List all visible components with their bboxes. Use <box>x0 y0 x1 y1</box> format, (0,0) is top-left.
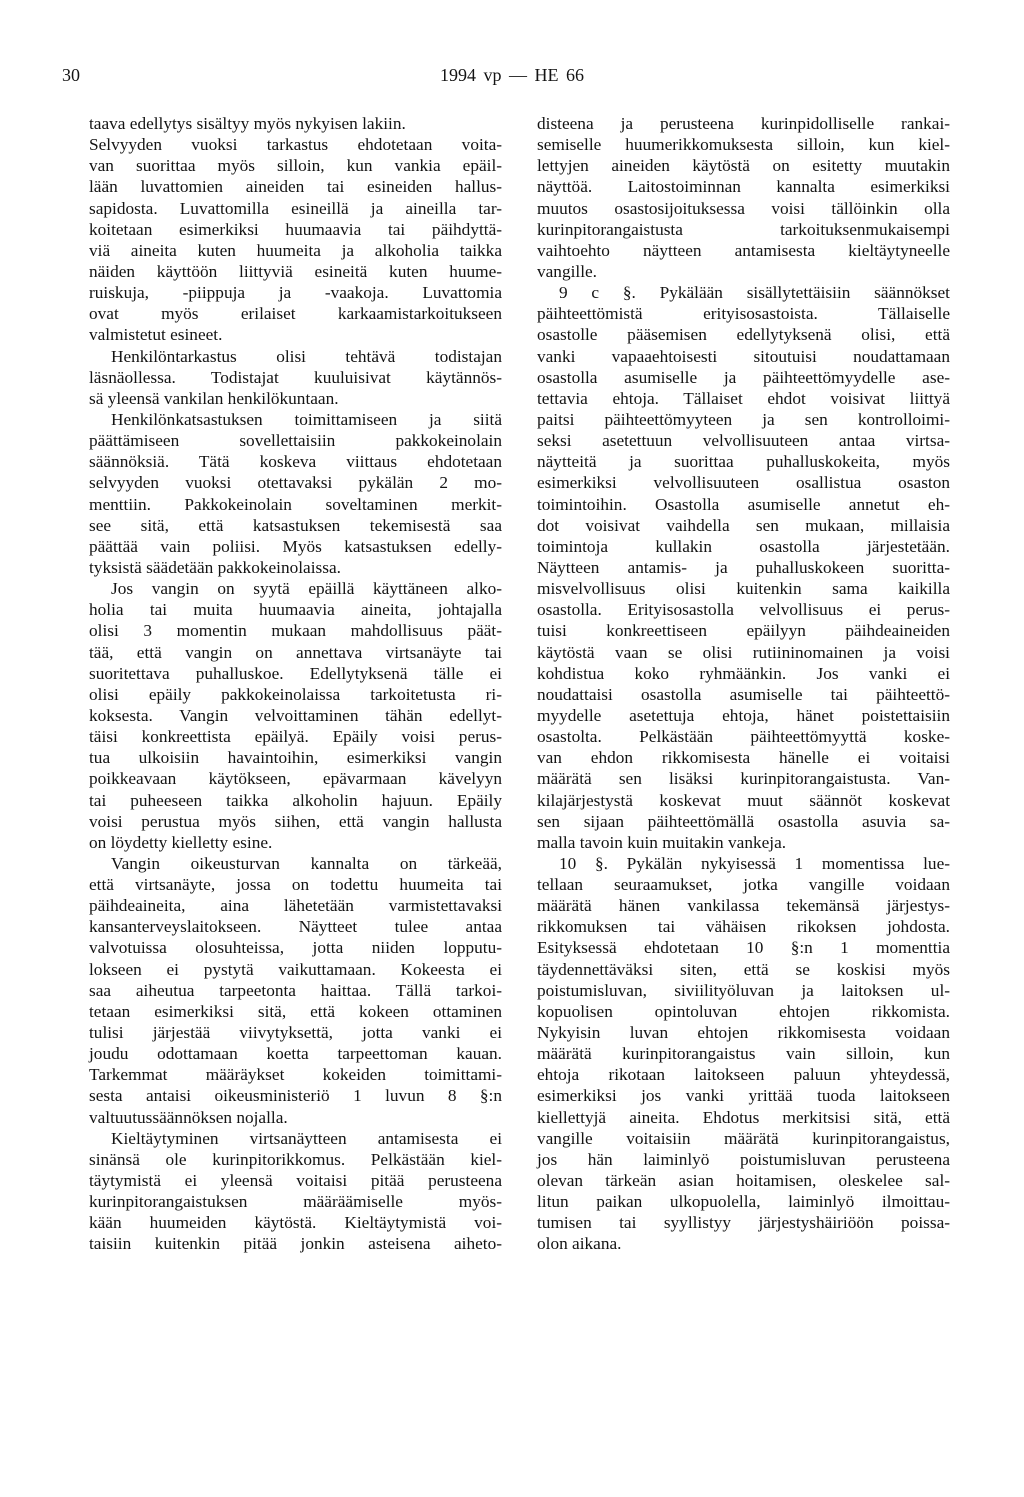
text-line: tellaan seuraamukset, jotka vangille voidaan <box>537 875 950 895</box>
text-line: osastolle pääsemisen edellytyksenä olisi, että <box>537 325 950 345</box>
text-line: kurinpitorangaistusta tarkoituksenmukaisempi <box>537 219 950 239</box>
text-line: suoritettava puhalluskoe. Edellytyksenä tälle ei <box>89 663 502 683</box>
text-line: disteena ja perusteena kurinpidolliselle rankai- <box>537 114 950 133</box>
text-line: että virtsanäyte, jossa on todettu huumeita tai <box>89 875 502 895</box>
text-line: vaihtoehto näytteen antamisesta kieltäytyneelle <box>537 240 950 260</box>
running-title: 1994 vp — HE 66 <box>440 65 584 85</box>
text-line: see sitä, että katsastuksen tekemisestä saa <box>89 515 502 535</box>
text-line: näyttöä. Laitostoiminnan kannalta esimerkiksi <box>537 177 950 197</box>
text-line: tää, että vangin on annettava virtsanäyte tai <box>89 642 502 662</box>
text-line: tai puheeseen taikka alkoholin hajuun. Epäily <box>89 790 502 810</box>
text-line: määrätä hänen vankilassa tekemänsä järjestys- <box>537 896 950 916</box>
text-line: Henkilönkatsastuksen toimittamiseen ja siitä <box>111 409 502 429</box>
text-line: toimintoja kullakin osastolla järjestetään. <box>537 536 950 556</box>
text-line: esimerkiksi jos vanki yrittää tuoda laitokseen <box>537 1086 950 1106</box>
text-line: van ehdon rikkomisesta hänelle ei voitaisi <box>537 748 950 768</box>
text-line: tuisi konkreettiseen epäilyyn päihdeaineiden <box>537 621 950 641</box>
text-line: lettyjen aineiden käytöstä on esitetty muutakin <box>537 156 950 176</box>
text-line: valtuutussäännöksen nojalla. <box>89 1107 288 1127</box>
text-line: olisi 3 momentin mukaan mahdollisuus päät- <box>89 621 502 641</box>
text-line: sä yleensä vankilan henkilökuntaan. <box>89 388 339 408</box>
text-line: läsnäollessa. Todistajat kuuluisivat käytännös- <box>89 367 502 387</box>
right-text-column <box>537 113 950 1255</box>
left-text-column <box>89 113 502 1255</box>
page-header <box>0 64 1024 88</box>
text-line: esimerkiksi velvollisuuteen osallistua osaston <box>537 473 950 493</box>
text-line: joudu odottamaan koetta tarpeettoman kauan. <box>89 1044 502 1064</box>
text-line: päättämiseen sovellettaisiin pakkokeinolain <box>89 431 502 451</box>
text-line: kilajärjestystä koskevat muut säännöt koskevat <box>537 790 950 810</box>
text-line: näytteitä ja suorittaa puhalluskokeita, myös <box>537 452 950 472</box>
text-line: kiellettyjä aineita. Ehdotus merkitsisi sitä, että <box>537 1107 950 1127</box>
text-line: sinänsä ole kurinpitorikkomus. Pelkästään kiel- <box>89 1149 502 1169</box>
text-line: päihdeaineita, aina lähetetään varmistettavaksi <box>89 896 502 916</box>
text-line: olisi epäily pakkokeinolaissa tarkoitetusta ri- <box>89 684 502 704</box>
text-line: Henkilöntarkastus olisi tehtävä todistajan <box>111 346 502 366</box>
text-line: Jos vangin on syytä epäillä käyttäneen alko- <box>111 579 502 599</box>
text-line: saa aiheutua tarpeetonta haittaa. Tällä tarkoi- <box>89 980 502 1000</box>
text-line: valvotuissa olosuhteissa, jotta niiden lopputu- <box>89 938 502 958</box>
text-line: dot voisivat vaihdella sen mukaan, millaisia <box>537 515 950 535</box>
text-line: taava edellytys sisältyy myös nykyisen lakiin. <box>89 114 406 133</box>
text-line: lään luvattomien aineiden tai esineiden hallus- <box>89 177 502 197</box>
text-line: Näytteen antamis- ja puhalluskokeen suoritta- <box>537 557 950 577</box>
text-line: vanki vapaaehtoisesti sitoutuisi noudattamaan <box>537 346 950 366</box>
text-line: kään huumeiden käytöstä. Kieltäytymistä voi- <box>89 1213 502 1233</box>
text-line: täytymistä ei yleensä voitaisi pitää perusteena <box>89 1171 502 1191</box>
text-line: tumisen tai syyllistyy järjestyshäiriöön poissa- <box>537 1213 950 1233</box>
text-line: poistumisluvan, siviilityöluvan ja laitoksen ul- <box>537 980 950 1000</box>
text-line: Esityksessä ehdotetaan 10 §:n 1 momenttia <box>537 938 950 958</box>
text-line: päättää vain poliisi. Myös katsastuksen edelly- <box>89 536 502 556</box>
text-line: tyksistä säädetään pakkokeinolaissa. <box>89 557 341 577</box>
text-line: ovat myös erilaiset karkaamistarkoitukseen <box>89 304 502 324</box>
text-line: on löydetty kielletty esine. <box>89 832 273 852</box>
text-line: semiselle huumerikkomuksesta silloin, kun kiel- <box>537 135 950 155</box>
text-line: säännöksiä. Tätä koskeva viittaus ehdotetaan <box>89 452 502 472</box>
text-line: vangille voitaisiin määrätä kurinpitorangaistus, <box>537 1128 950 1148</box>
text-line: Kieltäytyminen virtsanäytteen antamisesta ei <box>111 1128 502 1148</box>
text-line: täisi konkreettista epäilyä. Epäily voisi perus- <box>89 727 502 747</box>
text-line: van suorittaa myös silloin, kun vankia epäil- <box>89 156 502 176</box>
text-line: Vangin oikeusturvan kannalta on tärkeää, <box>111 853 502 873</box>
text-line: osastolta. Pelkästään päihteettömyyttä koske- <box>537 727 950 747</box>
text-line: holia tai muita huumaavia aineita, johtajalla <box>89 600 502 620</box>
text-line: osastolla. Erityisosastolla velvollisuus ei perus- <box>537 600 950 620</box>
text-line: seksi asetettuun velvollisuuteen antaa virtsa- <box>537 431 950 451</box>
text-line: ruiskuja, -piippuja ja -vaakoja. Luvattomia <box>89 283 502 303</box>
text-line: kurinpitorangaistuksen määräämiselle myös- <box>89 1192 502 1212</box>
text-line: misvelvollisuus olisi kuitenkin sama kaikilla <box>537 579 950 599</box>
text-line: muutos osastosijoituksessa voisi tällöinkin olla <box>537 198 950 218</box>
text-line: noudattaisi osastolla asumiselle tai päihteettö- <box>537 684 950 704</box>
text-line: valmistetut esineet. <box>89 325 223 345</box>
text-line: taisiin kuitenkin pitää jonkin asteisena aiheto- <box>89 1234 502 1254</box>
text-line: lokseen ei pystytä vaikuttamaan. Kokeesta ei <box>89 959 502 979</box>
text-line: käytöstä vaan se olisi rutiininomainen ja voisi <box>537 642 950 662</box>
text-line: sesta antaisi oikeusministeriö 1 luvun 8 §:n <box>89 1086 502 1106</box>
text-line: malla tavoin kuin muitakin vankeja. <box>537 832 787 852</box>
text-line: koitetaan esimerkiksi huumaavia tai päihdyttä- <box>89 219 502 239</box>
text-line: kansanterveyslaitokseen. Näytteet tulee antaa <box>89 917 502 937</box>
text-line: litun paikan ulkopuolella, laiminlyö ilmoittau- <box>537 1192 950 1212</box>
text-line: 10 §. Pykälän nykyisessä 1 momentissa lue- <box>559 853 950 873</box>
text-line: jos hän laiminlyö poistumisluvan perusteena <box>537 1149 950 1169</box>
text-line: voisi perustua myös siihen, että vangin hallusta <box>89 811 502 831</box>
text-line: toimintoihin. Osastolla asumiselle annetut eh- <box>537 494 950 514</box>
text-line: sapidosta. Luvattomilla esineillä ja aineilla tar- <box>89 198 502 218</box>
text-line: kohdistua koko ryhmäänkin. Jos vanki ei <box>537 663 950 683</box>
text-line: Nykyisin luvan ehtojen rikkomisesta voidaan <box>537 1023 950 1043</box>
text-line: vangille. <box>537 261 597 281</box>
text-line: menttiin. Pakkokeinolain soveltaminen merkit- <box>89 494 502 514</box>
text-line: paitsi päihteettömyyteen ja sen kontrolloimi- <box>537 409 950 429</box>
text-line: määrätä kurinpitorangaistus vain silloin, kun <box>537 1044 950 1064</box>
text-line: määrätä sen lisäksi kurinpitorangaistusta. Van- <box>537 769 950 789</box>
text-line: rikkomuksen tai vähäisen rikoksen johdosta. <box>537 917 950 937</box>
text-line: 9 c §. Pykälään sisällytettäisiin säännökset <box>559 283 950 303</box>
text-line: olevan tärkeän asian hoitamisen, oleskelee sal- <box>537 1171 950 1191</box>
text-line: tetaan esimerkiksi sitä, että kokeen ottaminen <box>89 1001 502 1021</box>
text-line: myydelle asetettuja ehtoja, hänet poistettaisiin <box>537 705 950 725</box>
text-line: kopuolisen opintoluvan ehtojen rikkomista. <box>537 1001 950 1021</box>
text-line: selvyyden vuoksi otettavaksi pykälän 2 mo- <box>89 473 502 493</box>
text-line: tua ulkoisiin havaintoihin, esimerkiksi vangin <box>89 748 502 768</box>
text-line: ehtoja rikotaan laitokseen paluun yhteydessä, <box>537 1065 950 1085</box>
text-line: sen sijaan päihteettömällä osastolla asuvia sa- <box>537 811 950 831</box>
text-line: olon aikana. <box>537 1234 622 1254</box>
text-line: täydennettäväksi siten, että se koskisi myös <box>537 959 950 979</box>
text-line: tulisi järjestää viivytyksettä, jotta vanki ei <box>89 1023 502 1043</box>
text-line: Selvyyden vuoksi tarkastus ehdotetaan voita- <box>89 135 502 155</box>
text-line: viä aineita kuten huumeita ja alkoholia taikka <box>89 240 502 260</box>
text-line: päihteettömistä erityisosastoista. Tällaiselle <box>537 304 950 324</box>
page-number: 30 <box>62 65 80 85</box>
text-line: näiden käyttöön liittyviä esineitä kuten huume- <box>89 261 502 281</box>
text-line: osastolla asumiselle ja päihteettömyydelle ase- <box>537 367 950 387</box>
text-line: poikkeavaan käytökseen, epävarmaan kävelyyn <box>89 769 502 789</box>
text-line: Tarkemmat määräykset kokeiden toimittami- <box>89 1065 502 1085</box>
text-line: tettavia ehtoja. Tällaiset ehdot voisivat liittyä <box>537 388 950 408</box>
text-line: koksesta. Vangin velvoittaminen tähän edellyt- <box>89 705 502 725</box>
